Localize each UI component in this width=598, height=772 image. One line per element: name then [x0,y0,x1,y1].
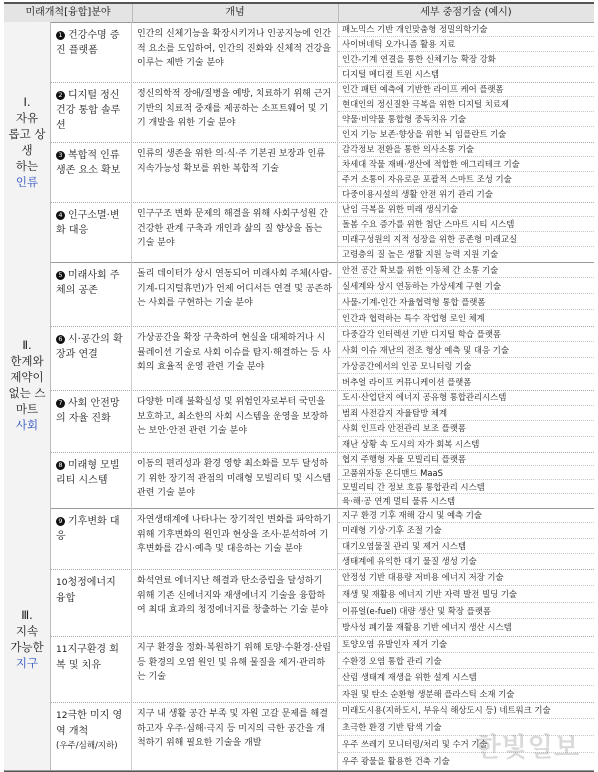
area-cell [50,569,132,636]
tech-item: 난임 극복을 위한 미래 생식기술 [338,202,594,217]
area-cell [50,202,132,262]
concept-cell: 인구구조 변화 문제의 해결을 위해 사회구성원 간 건강한 관계 구축과 개인과 삶의 질 향상을 돕는 기술 분야 [132,202,338,262]
area-cell [50,142,132,202]
tech-cell [338,569,594,636]
tech-item: 도시·산업단지 에너지 공유형 통합관리시스템 [338,390,594,406]
tech-item: 재난 상황 속 도시의 자가 회복 시스템 [342,438,480,449]
area-cell [50,452,132,508]
section-label-line: 한계와 [10,354,44,368]
tech-cell [338,142,594,202]
tech-item: 우주 광물을 활용한 건축 기술 [342,756,450,766]
tech-item: 인간 패턴 예측에 기반한 라이프 케어 플랫폼 [338,82,594,97]
tech-cell [338,636,594,702]
tech-item: 우주 쓰레기 모니터링/처리 및 수거 기술 [338,736,594,753]
area-cell [50,262,132,326]
tech-cell [338,262,594,326]
area-title: 청정에너지 융합 [56,577,116,604]
tech-cell [338,508,594,569]
area-title: 기후변화 대응 [56,516,120,542]
tech-item: 수환경 오염 통합 관리 기술 [338,653,594,670]
tech-cell [338,390,594,452]
section-label-line: 롭고 상 [8,127,46,141]
area-cell [50,390,132,452]
tech-item: 실세계와 상시 연동하는 가상세계 구현 기술 [338,278,594,294]
tech-item: 사회 인프라 안전관리 보조 플랫폼 [338,421,594,437]
concept-cell: 인간의 신체기능을 확장시키거나 인공지능에 인간적 요소를 도입하여, 인간의 진화와 신체적 건강을 이루는 제반 기술 분야 [132,22,338,82]
concept-cell: 화석연료 에너지난 해결과 탄소중립을 달성하기 위해 기존 신에너지와 재생에너지 기술을 융합하여 최대 효과의 청정에너지를 창출하는 기술 분야 [132,569,338,636]
tech-item: 인간과 협력하는 특수 작업형 로인 체계 [342,313,485,323]
section-label-line: 가능한 [10,640,44,654]
area-title: 시·공간의 확장과 연결 [56,334,123,360]
tech-item: 차세대 작물 재배·생산에 적합한 애그리테크 기술 [338,157,594,172]
header-concept: 개념 [132,4,339,22]
tech-item: 대기오염물질 관리 및 제거 시스템 [338,539,594,554]
table-row [50,452,594,508]
concept-cell: 정신의학적 장애/질병을 예방, 치료하기 위해 근거 기반의 치료적 중재를 제공하는 소프트웨어 및 기기 개발을 위한 기술 분야 [132,82,338,142]
concept-cell: 가상공간을 확장 구축하여 현실을 대체하거나 시뮬레이션 기술로 사회 이슈를 탐지·해결하는 등 사회의 효율적 운영 관련 기술 분야 [132,326,338,390]
section-2 [4,262,594,509]
tech-item: 협지 주행형 자율 모빌리티 플랫폼 [338,452,594,466]
tech-cell [338,82,594,142]
area-number-badge: 4 [56,211,65,220]
area-title: 복합적 인류생존 요소 확보 [56,150,121,176]
area-cell [50,508,132,569]
section-label [4,508,51,770]
concept-cell: 자연생태계에 나타나는 장기적인 변화를 파악하기 위해 기후변화의 원인과 현상을 조사·분석하여 기후변화를 감시·예측 및 대응하는 기술 분야 [132,508,338,569]
area-title: 사회 안전망의 자율 진화 [56,398,120,424]
section-label-line: 지속 [15,624,39,638]
concept-cell: 돌리 데이터가 상시 연동되어 미래사회 주체(사람-기계-디지털휴먼)가 언제 어디서든 연결 및 공존하는 사회를 구현하는 기술 분야 [132,262,338,326]
tech-item: 초극한 환경 기반 탐색 기술 [338,719,594,736]
tech-cell [338,202,594,262]
tech-item: 고품위자동 온디맨드 MaaS [338,466,594,480]
area-subtitle: (우주/심해/지하) [56,741,118,751]
tech-item: 돌봄 수요 증가를 위한 첨단 스마트 시티 시스템 [338,217,594,232]
section-label-line: 하는 [15,159,39,173]
tech-item: 자원 및 탄소 순환형 생분해 플라스틱 소재 기술 [342,688,515,699]
area-cell [50,636,132,702]
tech-cell [338,22,594,82]
area-number-badge: 2 [56,91,65,100]
section-label-highlight: 지구 [15,656,39,670]
tech-cell [338,326,594,390]
area-title: 미래사회 주체의 공존 [56,270,120,296]
table-row [50,636,594,703]
tech-item: 약물·비약물 통합형 중독치유 기술 [338,112,594,127]
area-title: 건강수명 증진 플랫폼 [56,30,120,56]
table-row [50,326,594,391]
concept-cell: 지구 내 생활 공간 부족 및 자원 고갈 문제를 해결하고자 우주·심해·극지 등 미지의 극한 공간을 개척하기 위해 필요한 기술을 개발 [132,702,338,770]
tech-item: 패노믹스 기반 개인맞춤형 정밀의학기술 [338,22,594,37]
table-row [50,390,594,453]
concept-cell: 다양한 미래 불확실성 및 위험인자로부터 국민을 보호하고, 최소한의 사회 시스템을 운영을 보장하는 보안·안전 관련 기술 분야 [132,390,338,452]
tech-item: 미래구성원의 지적 성장을 위한 공존형 미래교실 [338,232,594,247]
tech-item: 범죄 사전감지 자율탐방 체계 [338,406,594,422]
tech-item: 인간-기계 연결을 통한 신체기능 확장 강화 [338,52,594,67]
tech-item: 육·해·공 연계 멀티 물류 시스템 [342,496,456,506]
tech-item: 안전 공간 확보를 위한 이동체 간 소통 기술 [338,262,594,278]
table-header [4,4,594,23]
section-label-line: Ⅲ. [21,608,33,622]
area-title: 지구환경 회복 및 치유 [56,644,119,671]
area-number-badge: 1 [56,31,65,40]
tech-item: 사이버네틱 오가니즘 활용 지료 [338,37,594,52]
area-number-badge: 5 [56,271,65,280]
tech-item: 안정성 기반 대용량 저비용 에너지 저장 기술 [338,569,594,586]
tech-item: 디지털 메디컬 트윈 시스템 [342,69,439,79]
table-row [50,142,594,203]
section-label-line: 마트 [15,402,39,416]
tech-item: 미래형 기상·기후 조절 기술 [338,523,594,538]
area-cell [50,22,132,82]
area-cell [50,326,132,390]
table-row [50,508,594,570]
tech-item: 다중이용시설의 생활 안전 위기 관리 기술 [342,189,493,199]
area-number-badge: 10 [56,578,68,588]
tech-item: 사회 이슈 재난의 전조 형상 예측 및 대응 기술 [338,342,594,358]
section-label [4,262,51,508]
area-title: 미래형 모빌리티 시스템 [56,460,120,486]
table-row [50,202,594,262]
concept-cell: 인류의 생존을 위한 의·식·주 기본권 보장과 인류 지속가능성 확보를 위한 복합적 기술 [132,142,338,202]
tech-item: 방사성 폐기물 재활용 기반 에너지 생산 시스템 [342,622,512,633]
area-number-badge: 7 [56,399,65,408]
tech-item: 가상공간에서의 인공 모니터링 기술 [338,358,594,374]
area-number-badge: 3 [56,151,65,160]
section-label-line: 생 [21,143,33,157]
priority-tech-table [4,2,594,772]
tech-item: 재생 및 재활용 에너지 기반 자력 발전 빌딩 기술 [338,586,594,603]
tech-item: 사물-기계-인간 자율협력형 통합 플랫폼 [338,294,594,310]
tech-item: 감각정보 전환을 통한 의사소통 기술 [338,142,594,157]
section-label-highlight: 사회 [15,418,39,432]
tech-item: 미래도시용(지하도시, 부유식 해상도시 등) 네트워크 기술 [338,702,594,719]
tech-item: 모빌리티 간 정보 흐름 통합관리 시스템 [338,480,594,494]
area-title: 극한 미지 영역 개척 [56,710,123,737]
area-number-badge: 9 [56,517,65,526]
concept-cell: 지구 환경을 정화·복원하기 위해 토양·수환경·산림 등 환경의 오염 원인 및 유해 물질을 제거·관리하는 기술 [132,636,338,702]
tech-item: 인지 기능 보존·향상을 위한 뇌 임플란트 기술 [342,129,507,139]
area-cell [50,82,132,142]
concept-cell: 이동의 편리성과 환경 영향 최소화를 모두 달성하기 위한 장기적 관점의 미래형 모빌리티 및 시스템 관련 기술 분야 [132,452,338,508]
area-number-badge: 12 [56,711,68,721]
area-number-badge: 11 [56,645,68,655]
area-cell [50,702,132,770]
table-row [50,82,594,143]
table-row [50,22,594,83]
section-label-line: 자유 [15,111,39,125]
header-tech: 세부 중점기술 (예시) [420,7,512,18]
tech-item: 생태계에 유익한 대기 물질 생성 기술 [342,555,477,566]
area-number-badge: 6 [56,335,65,344]
section-1 [4,22,594,263]
area-title: 인구소멸·변화 대응 [56,210,120,236]
table-row [50,569,594,637]
newspaper-watermark: 한빛일보 [475,733,580,763]
section-label [4,22,51,262]
tech-item: 지구 환경 기후 재해 감시 및 예측 기술 [338,508,594,523]
tech-item: 고령층의 질 높은 생활 지원 능력 지원 기술 [342,249,499,259]
tech-item: 주거 소통이 자유로운 포괄적 스마트 조성 기술 [338,172,594,187]
area-number-badge: 8 [56,461,65,470]
section-label-line: Ⅰ. [23,95,31,109]
tech-item: 산림 생태계 재생을 위한 설계 시스템 [338,669,594,686]
tech-item: 현대인의 정신질환 극복을 위한 디지털 치료제 [338,97,594,112]
section-label-line: 제약이 [10,370,44,384]
section-label-line: Ⅱ. [22,338,32,352]
section-label-line: 없는 스 [8,386,46,400]
area-title: 디지털 정신건강 통합 솔루션 [56,90,121,131]
section-label-highlight: 인류 [15,175,39,189]
tech-item: 이퓨얼(e-fuel) 대량 생산 및 확장 플랫폼 [338,603,594,620]
tech-item: 다중감각 인터렉션 기반 디지털 학습 플랫폼 [338,326,594,342]
tech-item: 버추얼 라이프 커뮤니케이션 플랫폼 [342,377,472,387]
table-row [50,262,594,327]
tech-item: 토양오염 유발인자 제거 기술 [338,636,594,653]
header-area: 미래개척[융합]분야 [4,4,133,22]
tech-cell [338,452,594,508]
